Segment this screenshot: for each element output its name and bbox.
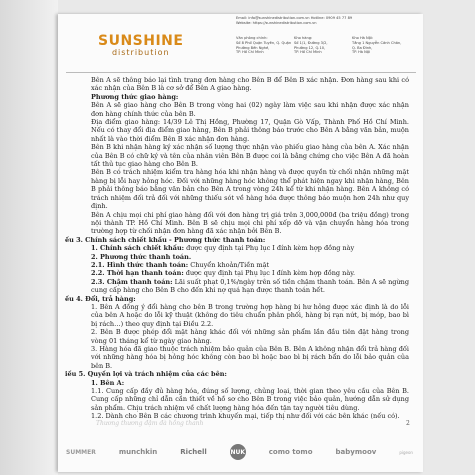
address-line: Kho hàng: xyxy=(294,36,313,40)
address-line: TP. Hồ Chí Minh xyxy=(236,50,264,55)
contact-line: Website: https://sunshinedistribution.com.vn xyxy=(236,21,317,25)
heading-delivery: Phương thức giao hàng: xyxy=(91,92,179,101)
clause-5-1: 1. Bên A: xyxy=(91,378,125,387)
address-line: Q. Ba Đình, xyxy=(352,45,373,50)
section-4-title: ều 4. Đổi, trả hàng: xyxy=(65,294,136,303)
contract-body xyxy=(65,76,409,421)
document-sheet xyxy=(58,14,423,472)
page-edge-shadow xyxy=(0,0,58,475)
page-footer xyxy=(58,420,423,472)
sunshine-logo xyxy=(98,34,183,58)
address-line: Tầng 1 Nguyễn Cảnh Chân, xyxy=(352,40,402,45)
clause-text: được quy định tại Phụ lục I đính kèm hợp đồng này. xyxy=(183,269,356,278)
paragraph: Bên B có trách nhiệm kiểm tra hàng hóa khi nhận hàng và được quyền từ chối nhận những mặt hàng bị lỗi hay hỏng hóc. Đối với những hàng hóc không thể phát hiện ngay khi nhận hàng, Bên B phải thông báo bằng văn bản cho Bên A trong vòng 24h kể từ khi nhận hàng. Bên A không có trách nhiệm đối trả đối với những thiếu sót về hàng hóa được thông báo muộn hơn 24h như quy định. xyxy=(91,168,409,211)
clause-3-2-2 xyxy=(91,269,409,277)
brand-strip xyxy=(60,440,423,464)
logo-brand: SUNSHINE xyxy=(98,33,184,49)
address-line: TP. Hà Nội xyxy=(352,50,371,55)
address-line: TP. Hồ Chí Minh xyxy=(294,50,322,55)
footer-slogan: Thương thương đậm đà hồng thanh xyxy=(96,420,204,427)
page-number: 2 xyxy=(406,420,410,427)
letterhead xyxy=(58,14,423,74)
clause-4-1: 1. Bên A đồng ý đổi hàng cho bên B trong trường hợp hàng bị hư hỏng được xác định là do lỗi của bên A hoặc do lỗi kỹ thuật (không do tiêu chuẩn phân phối, hàng bị rạn nứt, bị móp, bao bì bị rách…) theo quy định tại Điều 2.2. xyxy=(91,302,409,328)
clause-label: 2.3. Chậm thanh toán: xyxy=(91,277,173,286)
contact-line: Email: info@sunshinedistribution.com.vn Hotline: 0909 45 77 89 xyxy=(236,16,353,20)
brand-logo-summer: SUMMER xyxy=(66,448,96,456)
address-line: Phường 12, Q.10, xyxy=(294,45,326,50)
address-line: Số 1/1, Đường 3/2, xyxy=(294,40,328,45)
paragraph: Bên A sẽ giao hàng cho Bên B trong vòng hai (02) ngày làm việc sau khi nhận được xác nhận đơn hàng chính thức của bên B. xyxy=(91,101,409,118)
section-3-title: ều 3. Chính sách chiết khấu - Phương thức thanh toán: xyxy=(65,235,266,244)
brand-logo-nuk: NUK xyxy=(230,444,246,460)
paragraph: Địa điểm giao hàng: 14/39 Lê Thị Hồng, Phường 17, Quận Gò Vấp, Thành Phố Hồ Chí Minh. Nếu có thay đổi địa điểm giao hàng, Bên B phải thông báo trước cho Bên A bằng văn bản, muộn nhất là vào thời điểm Bên B xác nhận đơn hàng. xyxy=(91,118,409,143)
clause-text: được quy định tại Phụ lục I đính kèm hợp đồng này xyxy=(184,244,355,253)
clause-3-1 xyxy=(91,244,409,252)
clause-text: Lãi suất phạt 0,1%/ngày trên số tiền chậm thanh toán. Bên A sẽ ngừng cung cấp hàng cho Bên B cho đến khi nợ quá hạn được thanh toán hết. xyxy=(91,277,409,295)
brand-logo-richell: Richell xyxy=(180,448,207,456)
address-line: Phường Bến Nghé, xyxy=(236,45,270,50)
address-line: Kho Hà Nội: xyxy=(352,36,374,40)
header-divider xyxy=(66,72,416,73)
clause-label: 2.1. Hình thức thanh toán: xyxy=(91,260,189,269)
clause-label: 2.2. Thời hạn thanh toán: xyxy=(91,269,184,278)
clause-5-1-2: 1.2. Dành cho Bên B các chương trình khuyến mại, tiếp thị như đối với các bên khác (nếu có). xyxy=(91,412,400,421)
logo-sub: distribution xyxy=(111,48,170,57)
address-line: Văn phòng chính: xyxy=(236,36,268,40)
address-line: Số 8 Phố Quận Tuyên, Q. Quận xyxy=(236,40,292,45)
paragraph: Bên B khi nhận hàng ký xác nhận số lượng thực nhận vào phiếu giao hàng của bên A. Xác nhận của Bên B có chữ ký và tên của nhân viên Bên B được coi là bằng chứng cho việc Bên A đã hoàn tất thủ tục giao hàng cho Bên B. xyxy=(91,143,409,169)
clause-3-2: 2. Phương thức thanh toán. xyxy=(91,252,192,261)
clause-5-1-1: 1.1. Cung cấp đầy đủ hàng hóa, đúng số lượng, chủng loại, thời gian theo yêu cầu của Bên B. Cung cấp những chỉ dẫn cần thiết về hồ sơ cho Bên B trong việc bảo quản, hướng dẫn sử dụng sản phẩm. Chịu trách nhiệm về chất lượng hàng hóa đến tận tay người tiêu dùng. xyxy=(91,387,409,412)
contact-info xyxy=(236,16,416,26)
brand-logo-comotomo: como tomo xyxy=(268,448,313,456)
clause-4-3: 3. Hàng hóa đã giao thuộc trách nhiệm bảo quản của Bên B. Bên A không nhận đổi trả hàng đối với những hàng hóa bị hỏng hóc không còn bao bì hoặc bao bì bị rách bẩn do lỗi bảo quản của bên B. xyxy=(91,345,409,370)
paragraph: Bên A chịu mọi chi phí giao hàng đối với đơn hàng trị giá trên 3,000,000đ (ba triệu đồng) trong nội thành TP. Hồ Chí Minh. Bên B sẽ chịu mọi chi phí xếp dỡ và vận chuyển hàng hóa trong trường hợp từ chối nhận đơn hàng đã xác nhận bởi Bên B. xyxy=(91,210,409,236)
clause-3-2-3 xyxy=(91,278,409,295)
clause-4-2: 2. Bên B được phép đổi mặt hàng khác đối với những sản phẩm lần đầu tiên đặt hàng trong vòng 01 tháng kể từ ngày giao hàng. xyxy=(91,328,409,345)
clause-label: 1. Chính sách chiết khấu: xyxy=(91,244,185,253)
paragraph: Bên A sẽ thông báo lại tình trạng đơn hàng cho Bên B để Bên B xác nhận. Đơn hàng sau khi có xác nhận của Bên B là cơ sở để Bên A giao hàng. xyxy=(91,76,409,93)
section-5-title: iều 5. Quyền lợi và trách nhiệm của các bên: xyxy=(65,370,227,379)
clause-text: Chuyển khoản/Tiền mặt xyxy=(188,260,270,269)
brand-logo-babymoov: babymoov xyxy=(335,448,377,456)
brand-logo-pigeon: pigeon xyxy=(399,449,413,455)
address-block xyxy=(352,36,422,55)
brand-logo-munchkin: munchkin xyxy=(118,448,158,456)
